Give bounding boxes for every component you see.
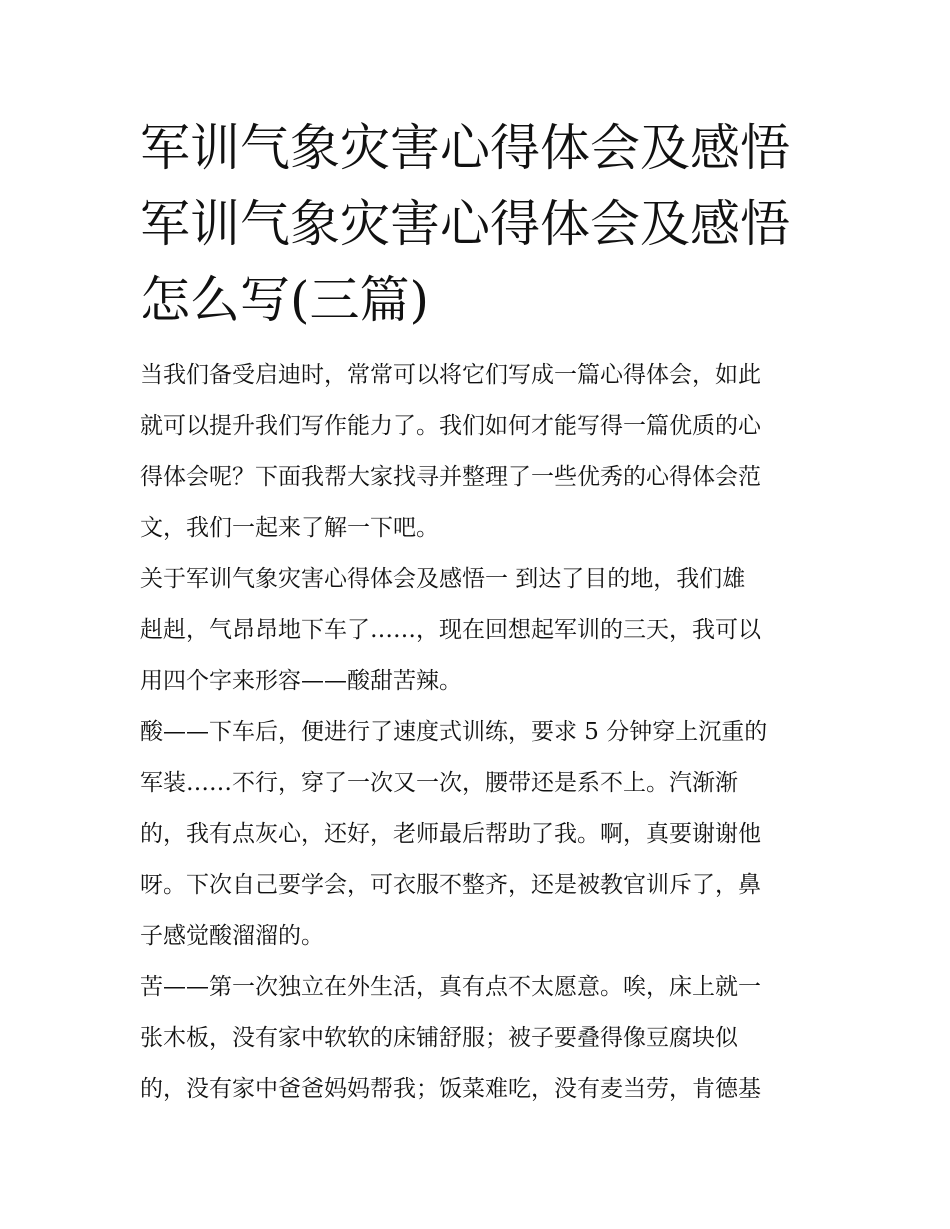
text-line: 当我们备受启迪时，常常可以将它们写成一篇心得体会，如此 xyxy=(140,362,761,388)
document-page xyxy=(140,110,812,1115)
essay-one-opening-paragraph xyxy=(140,554,812,707)
text-line: 用四个字来形容——酸甜苦辣。 xyxy=(140,668,462,694)
text-line: 呀。下次自己要学会，可衣服不整齐，还是被教官训斥了，鼻 xyxy=(140,872,761,898)
title-line: 军训气象灾害心得体会及感悟 xyxy=(140,195,790,253)
text-line: 得体会呢？下面我帮大家找寻并整理了一些优秀的心得体会范 xyxy=(140,464,761,490)
text-line: 的，我有点灰心，还好，老师最后帮助了我。啊，真要谢谢他 xyxy=(140,821,761,847)
text-line: 关于军训气象灾害心得体会及感悟一 到达了目的地，我们雄 xyxy=(140,566,746,592)
document-body xyxy=(140,350,812,1115)
text-line: 文，我们一起来了解一下吧。 xyxy=(140,515,439,541)
text-line: 子感觉酸溜溜的。 xyxy=(140,923,324,949)
document-title xyxy=(140,110,812,338)
text-line: 赳赳，气昂昂地下车了……，现在回想起军训的三天，我可以 xyxy=(140,617,761,643)
text-line: 张木板，没有家中软软的床铺舒服；被子要叠得像豆腐块似 xyxy=(140,1025,738,1051)
title-line: 怎么写(三篇) xyxy=(140,271,430,329)
text-line: 就可以提升我们写作能力了。我们如何才能写得一篇优质的心 xyxy=(140,413,761,439)
title-line: 军训气象灾害心得体会及感悟 xyxy=(140,119,790,177)
text-line: 苦——第一次独立在外生活，真有点不太愿意。唉，床上就一 xyxy=(140,974,761,1000)
sour-paragraph xyxy=(140,707,812,962)
text-line: 军装……不行，穿了一次又一次，腰带还是系不上。汽渐渐 xyxy=(140,770,738,796)
bitter-paragraph xyxy=(140,962,812,1115)
text-line: 酸——下车后，便进行了速度式训练，要求 5 分钟穿上沉重的 xyxy=(140,719,768,745)
text-line: 的，没有家中爸爸妈妈帮我；饭菜难吃，没有麦当劳，肯德基 xyxy=(140,1076,761,1102)
intro-paragraph xyxy=(140,350,812,554)
